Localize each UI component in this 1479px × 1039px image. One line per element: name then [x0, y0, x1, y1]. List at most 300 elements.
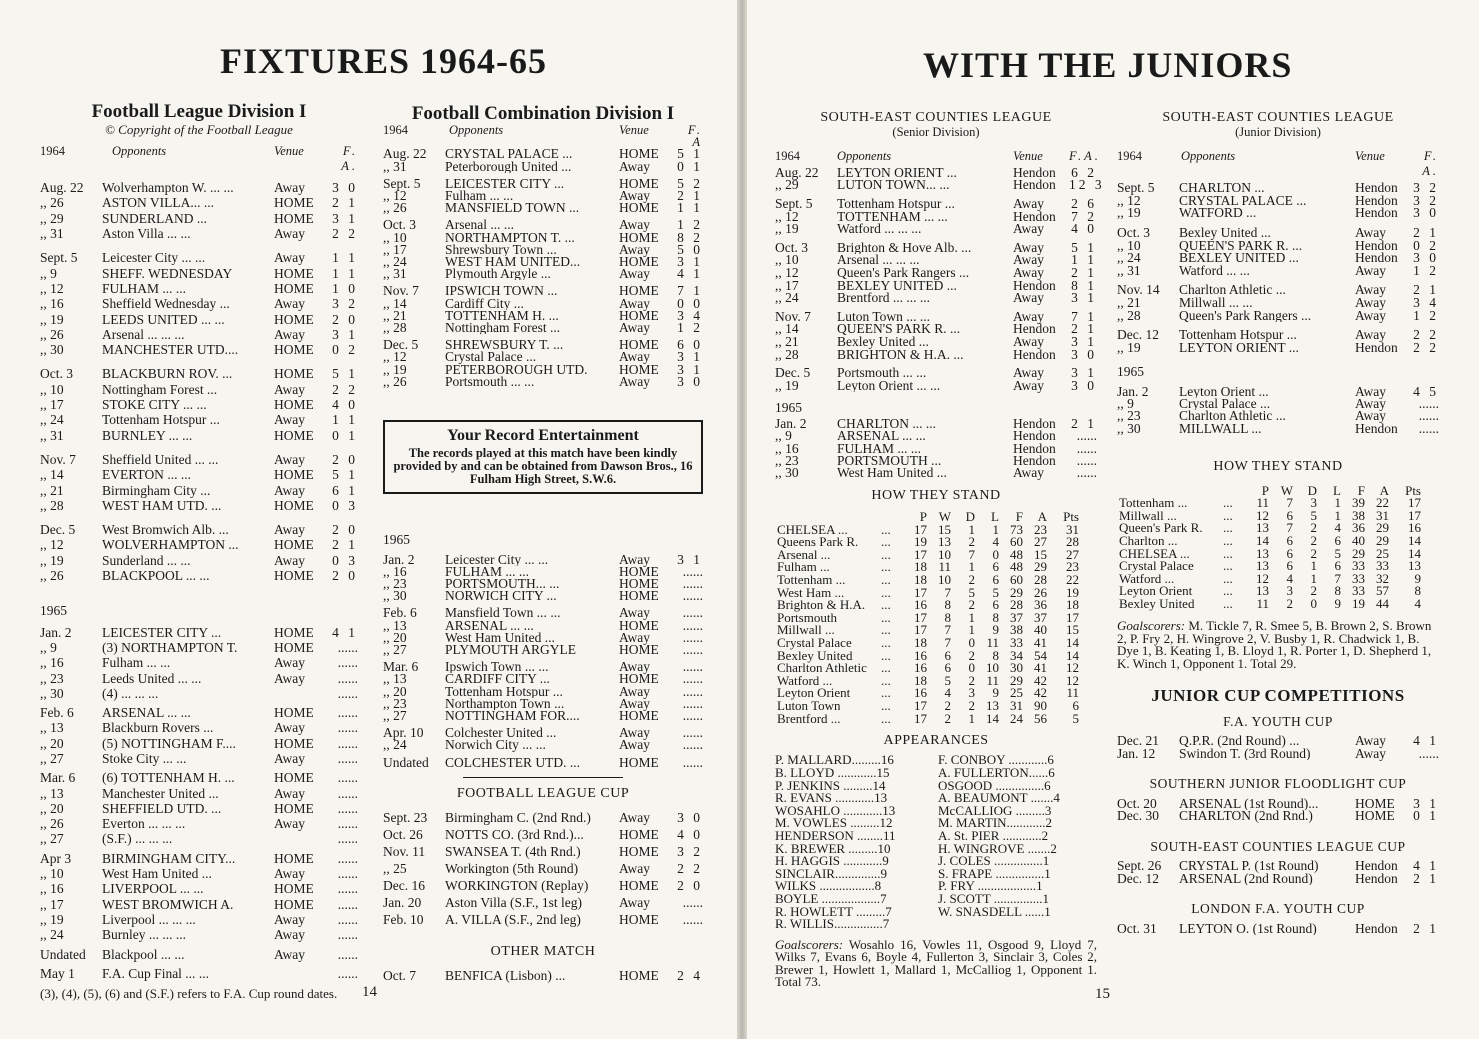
fixture-venue: Away — [1355, 294, 1387, 310]
fixture-opponent: Queen's Park Rangers ... — [1179, 309, 1312, 323]
fixture-venue: Away — [274, 866, 306, 882]
fixture-opponent: Crystal Palace ... — [445, 351, 537, 364]
fixture-opponent: Leyton Orient ... ... — [837, 379, 941, 393]
fixture-opponent: MANCHESTER UTD.... — [102, 342, 239, 358]
standings-table — [1117, 482, 1423, 611]
fixture-score: 1 1 — [1071, 252, 1097, 268]
fixture-venue: Away — [274, 655, 306, 671]
combination-column — [383, 103, 703, 984]
fixture-row — [40, 342, 358, 357]
fixture-month: ,, 16 — [40, 655, 64, 671]
fixture-month: ,, 9 — [40, 265, 57, 281]
fixture-row — [40, 851, 358, 866]
fixture-score: 6 2 — [1071, 164, 1097, 180]
fixture-venue: Hendon — [1355, 920, 1398, 936]
fixture-opponent: Shrewsbury Town ... — [445, 243, 557, 256]
fixture-opponent: Arsenal ... ... ... — [837, 254, 920, 268]
fixture-opponent: NORTHAMPTON T. ... — [445, 231, 575, 244]
fixture-opponent: WEST HAM UTD. ... — [102, 497, 222, 513]
fixture-month: ,, 28 — [775, 346, 799, 362]
fixture-venue: Away — [1355, 383, 1387, 399]
appearance-entry: R. EVANS ............13 — [775, 790, 888, 806]
fixture-month: Aug. 22 — [40, 180, 84, 196]
fixture-opponent: Norwich City ... ... — [445, 739, 546, 752]
fixture-month: ,, 24 — [383, 737, 407, 753]
standings-row: Millwall ... ... 12 6 5 1 38 31 17 — [1119, 507, 1421, 523]
fixture-venue: Hendon — [1013, 208, 1056, 224]
fixture-opponent: ARSENAL (2nd Round) — [1179, 872, 1313, 886]
fixture-venue: Away — [1013, 252, 1045, 268]
fixture-venue: Hendon — [1355, 205, 1398, 221]
standings-row: Charlton ... ... 14 6 2 6 40 29 14 — [1119, 532, 1421, 548]
fixture-opponent: PLYMOUTH ARGYLE — [445, 643, 577, 657]
fixture-opponent: Watford ... ... ... — [837, 223, 922, 236]
fixture-venue: HOME — [619, 563, 659, 579]
fixture-score: ...... — [682, 575, 703, 591]
fixture-opponent: Leeds United ... ... — [102, 670, 202, 686]
fixture-score: 3 1 — [677, 349, 703, 365]
fixture-score: 3 0 — [1071, 346, 1097, 362]
fixture-opponent: ARSENAL ... ... — [837, 430, 926, 443]
fixture-venue: Away — [619, 349, 651, 365]
fixture-venue: Away — [274, 720, 306, 736]
fixture-month: ,, 12 — [775, 265, 799, 281]
league-division-column — [40, 101, 358, 1002]
fixture-month: Oct. 3 — [775, 239, 808, 255]
fixture-score: 3 0 — [1413, 205, 1439, 221]
fixture-venue: HOME — [274, 497, 314, 513]
fixture-month: ,, 27 — [40, 831, 64, 847]
fixture-score: 8 2 — [677, 229, 703, 245]
column-header: 1964 Opponents Venue F. A. — [40, 143, 358, 173]
fixture-opponent: Leicester City ... ... — [445, 553, 549, 566]
fixture-score: 4 0 — [677, 827, 703, 843]
fixture-opponent: Birmingham C. (2nd Rnd.) — [445, 810, 591, 826]
fixture-score: ...... — [682, 754, 703, 770]
fixture-opponent: WEST BROMWICH A. — [102, 896, 234, 912]
fixture-month: ,, 12 — [775, 208, 799, 224]
fixture-month: ,, 29 — [40, 210, 64, 226]
fixture-month: ,, 30 — [383, 588, 407, 604]
fixture-venue: Hendon — [1013, 177, 1056, 193]
fixture-venue: Hendon — [1013, 440, 1056, 456]
right-page — [747, 0, 1479, 1039]
fixture-month: ,, 26 — [40, 326, 64, 342]
fixture-opponent: MANSFIELD TOWN ... — [445, 202, 580, 215]
fixture-month: May 1 — [40, 965, 75, 981]
fixture-venue: Hendon — [1013, 428, 1056, 444]
fixture-venue: HOME — [274, 427, 314, 443]
fixture-opponent: Birmingham City ... — [102, 482, 211, 498]
fixture-opponent: Leicester City ... ... — [102, 250, 206, 266]
fixture-month: ,, 30 — [1117, 420, 1141, 436]
fixture-month: ,, 23 — [383, 695, 407, 711]
fixture-month: Dec. 21 — [1117, 733, 1159, 749]
page-title: WITH THE JUNIORS — [923, 45, 1293, 85]
fixture-row — [1117, 420, 1439, 436]
fixture-month: ,, 26 — [40, 568, 64, 584]
fixture-venue: HOME — [274, 770, 314, 786]
fixture-venue: Away — [274, 326, 306, 342]
appearance-entry: WOSAHLO ............13 — [775, 802, 896, 818]
fixture-opponent: NOTTS CO. (3rd Rnd.)... — [445, 827, 584, 843]
fixture-month: ,, 17 — [40, 397, 64, 413]
fixture-opponent: LUTON TOWN... ... — [837, 179, 950, 193]
fixture-opponent: STOKE CITY ... ... — [102, 397, 207, 413]
fixture-venue: Away — [274, 927, 306, 943]
fixture-month: ,, 26 — [40, 195, 64, 211]
fixture-score: ...... — [1076, 440, 1097, 456]
footnote: (3), (4), (5), (6) and (S.F.) refers to F.A. Cup round dates. — [40, 986, 338, 1002]
standings-row: Arsenal ... ... 17 10 7 0 48 15 27 — [777, 546, 1079, 562]
fixture-row — [383, 826, 703, 843]
standings-row: Luton Town ... 17 2 2 13 31 90 6 — [777, 697, 1079, 713]
fixture-month: ,, 19 — [1117, 339, 1141, 355]
fixture-score: ...... — [1418, 396, 1439, 412]
year-label: 1965 — [40, 603, 67, 619]
fixture-month: ,, 24 — [775, 290, 799, 306]
fixture-month: ,, 14 — [775, 321, 799, 337]
fixture-score: 3 0 — [1413, 250, 1439, 266]
fixture-opponent: CRYSTAL PALACE ... — [445, 148, 573, 161]
fixture-row — [383, 673, 703, 685]
fixture-venue: Away — [274, 226, 306, 242]
fixture-score: 12 3 — [1069, 177, 1105, 193]
fixture-opponent: Charlton Athletic ... — [1179, 284, 1286, 297]
fixture-row — [383, 739, 703, 751]
fixture-month: ,, 27 — [383, 641, 407, 657]
fixture-venue — [274, 966, 330, 981]
fixture-venue: Away — [1355, 307, 1387, 323]
fixture-score: ...... — [682, 725, 703, 741]
fixture-row — [40, 640, 358, 655]
fixture-month: Oct. 31 — [1117, 920, 1157, 936]
fixture-opponent: FULHAM ... ... — [445, 565, 530, 578]
fixture-month: Oct. 3 — [40, 366, 73, 382]
appearance-entry: A. FULLERTON......6 — [938, 765, 1055, 780]
fixture-score: 6 0 — [677, 337, 703, 353]
standings-header: P W D L F A Pts — [1261, 482, 1421, 498]
fixture-score: ...... — [682, 659, 703, 675]
fixture-score: 3 2 — [677, 844, 703, 860]
fixture-row — [383, 229, 703, 245]
fixture-opponent: BLACKBURN ROV. ... — [102, 366, 233, 382]
fixture-opponent: F.A. Cup Final ... ... — [102, 965, 209, 981]
fixture-score: 0 1 — [677, 158, 703, 174]
fixture-month: ,, 21 — [383, 307, 407, 323]
fixture-row — [775, 323, 1097, 336]
fixture-month: Nov. 14 — [1117, 282, 1160, 298]
fixture-month: ,, 19 — [383, 361, 407, 377]
fixture-score: 3 1 — [677, 361, 703, 377]
fixture-month: ,, 21 — [1117, 294, 1141, 310]
fixture-score: 4 1 — [677, 266, 703, 282]
fixture-month: Nov. 11 — [383, 844, 426, 860]
fixture-score: ...... — [682, 641, 703, 657]
standings-row: Tottenham ... ... 11 7 3 1 39 22 17 — [1119, 495, 1421, 511]
fixture-venue: Away — [619, 373, 651, 389]
fixture-venue: Away — [619, 629, 651, 645]
book-gutter — [737, 0, 747, 1039]
fixture-venue: Away — [619, 605, 651, 621]
fixture-month: Feb. 10 — [383, 912, 424, 928]
column-header: 1964 Opponents Venue F. A — [383, 123, 703, 150]
fixture-score: 2 2 — [1413, 327, 1439, 343]
fixture-opponent: Aston Villa ... ... — [102, 226, 191, 242]
fixture-row — [1117, 339, 1439, 355]
fixture-venue: Away — [619, 241, 651, 257]
fixture-row — [40, 831, 358, 846]
fixture-month: ,, 13 — [383, 671, 407, 687]
fixture-venue: Away — [274, 522, 306, 538]
fixture-score: 2 1 — [1071, 265, 1097, 281]
fixture-opponent: Mansfield Town ... ... — [445, 607, 561, 620]
fixture-opponent: Tottenham Hotspur ... — [837, 198, 955, 211]
goalscorers-note: Goalscorers: M. Tickle 7, R. Smee 5, B. Brown 2, S. Brown 2, P. Fry 2, H. Wingrove 2, V. Busby 1, R. Chadwick 1, B. Dye 1, B. Keating 1, B. Lloyd 1, R. Porter 1, D. Shepherd 1, K. Winch 1, Opponent 1. Total 29. — [1117, 618, 1432, 671]
league-cup-title: FOOTBALL LEAGUE CUP — [456, 785, 630, 801]
fixture-score: 3 2 — [1413, 180, 1439, 196]
fixture-opponent: West Ham United ... — [837, 467, 947, 480]
fixture-venue: HOME — [274, 896, 314, 912]
fixture-row — [40, 801, 358, 816]
fixture-venue: Away — [619, 810, 651, 826]
fixture-venue: Away — [274, 750, 306, 766]
fixture-month: ,, 26 — [383, 200, 407, 216]
section-subheading: (Junior Division) — [1235, 125, 1321, 140]
appearance-entry: BOYLE ..................7 — [775, 890, 887, 906]
fixture-venue: HOME — [619, 671, 659, 687]
fixture-month: ,, 31 — [1117, 262, 1141, 278]
fixture-row — [383, 911, 703, 928]
fixture-venue: HOME — [619, 844, 659, 860]
fixture-venue — [274, 686, 330, 701]
standings-row: Watford ... ... 18 5 2 11 29 42 12 — [777, 672, 1079, 688]
fixture-score: 5 2 — [677, 175, 703, 191]
fixture-month: ,, 13 — [40, 785, 64, 801]
appearance-entry: WILKS .................8 — [775, 878, 882, 894]
fixture-venue: Away — [619, 266, 651, 282]
fixture-venue: HOME — [274, 800, 314, 816]
fixture-score: 2 2 — [332, 226, 358, 242]
appearance-entry: HENDERSON ........11 — [775, 827, 896, 843]
fixture-venue: Away — [1355, 396, 1387, 412]
fixture-month: Dec. 5 — [775, 365, 811, 381]
fixture-opponent: LEEDS UNITED ... ... — [102, 311, 225, 327]
fixture-list — [1117, 383, 1439, 436]
fixture-venue: HOME — [274, 639, 314, 655]
fixture-score: ...... — [1418, 408, 1439, 424]
fixture-venue: Away — [619, 737, 651, 753]
fixture-month: ,, 17 — [775, 277, 799, 293]
fixture-row — [40, 428, 358, 443]
standings-row: Millwall ... ... 17 7 1 9 38 40 15 — [777, 622, 1079, 638]
appearance-entry: McCALLIOG .........3 — [938, 802, 1052, 818]
fixture-score: 3 2 — [1413, 192, 1439, 208]
fixture-row — [40, 705, 358, 720]
fixture-score: 2 1 — [1071, 321, 1097, 337]
fixture-score: ...... — [337, 670, 358, 686]
fixture-venue: HOME — [619, 337, 659, 353]
fixture-score: 7 1 — [1071, 308, 1097, 324]
fixture-venue: Away — [274, 785, 306, 801]
fixture-opponent: FULHAM ... ... — [837, 442, 922, 455]
fixture-row — [40, 211, 358, 226]
standings-row: Crystal Palace ... 18 7 0 11 33 41 14 — [777, 634, 1079, 650]
fixture-score: 2 0 — [332, 311, 358, 327]
fixture-score: 0 1 — [1413, 808, 1439, 824]
fixture-opponent: Charlton Athletic ... — [1179, 410, 1286, 423]
fixture-month: Nov. 7 — [383, 283, 419, 299]
fixture-venue: HOME — [619, 307, 659, 323]
standings-row: Bexley United ... 16 6 2 8 34 54 14 — [777, 647, 1079, 663]
fixture-venue: HOME — [619, 146, 659, 162]
fixture-month: Jan. 2 — [383, 551, 415, 567]
fixture-opponent: CRYSTAL PALACE ... — [1179, 194, 1307, 208]
fixture-score: 1 2 — [677, 217, 703, 233]
fixture-list — [1117, 182, 1439, 354]
fixture-opponent: SUNDERLAND ... — [102, 210, 208, 226]
fixture-venue: Hendon — [1013, 415, 1056, 431]
fixture-score: ...... — [1076, 452, 1097, 468]
fixture-score: 1 1 — [332, 265, 358, 281]
fixture-month: ,, 13 — [383, 617, 407, 633]
fixture-venue: HOME — [274, 850, 314, 866]
fixture-opponent: Fulham ... ... — [445, 189, 514, 203]
fixture-score: 7 1 — [677, 283, 703, 299]
fixture-venue: Away — [274, 911, 306, 927]
fixture-opponent: Everton ... ... ... — [102, 816, 186, 832]
fixture-month: ,, 20 — [383, 683, 407, 699]
fixture-venue: HOME — [274, 366, 314, 382]
fixture-score: 3 1 — [1071, 290, 1097, 306]
fixture-row — [383, 683, 703, 699]
fixture-row — [383, 148, 703, 160]
fixture-score: 2 1 — [1413, 282, 1439, 298]
fixture-opponent: Brentford ... ... ... — [837, 292, 930, 305]
fixture-opponent: Ipswich Town ... ... — [445, 661, 549, 674]
fixture-venue: Away — [1013, 334, 1045, 350]
fixture-month: Dec. 12 — [1117, 870, 1159, 886]
fixture-row — [40, 625, 358, 640]
fixture-row — [383, 641, 703, 657]
fixture-row — [383, 307, 703, 323]
fixture-venue: HOME — [619, 754, 659, 770]
fixture-month: ,, 20 — [40, 800, 64, 816]
appearance-entry: J. SCOTT ...............1 — [938, 890, 1049, 906]
fixture-venue: HOME — [619, 588, 659, 604]
fixture-score: ...... — [682, 671, 703, 687]
fixture-row — [1117, 262, 1439, 278]
fixture-venue: HOME — [619, 968, 659, 984]
fixture-opponent: (S.F.) ... ... ... — [102, 831, 173, 847]
fixture-month: Sept. 26 — [1117, 858, 1162, 874]
fixture-list — [383, 148, 703, 388]
fixture-row — [1117, 870, 1439, 886]
fixture-row — [775, 292, 1097, 305]
fixture-venue: HOME — [274, 397, 314, 413]
fixture-row — [383, 202, 703, 214]
fixture-row — [383, 967, 703, 984]
fixture-month: ,, 24 — [1117, 250, 1141, 266]
fixture-score: 2 4 — [677, 968, 703, 984]
fixture-venue: HOME — [619, 878, 659, 894]
fixture-row — [1117, 810, 1439, 823]
fixture-row — [383, 361, 703, 377]
fixture-opponent: LIVERPOOL ... ... — [102, 881, 204, 897]
fixture-month: Apr. 10 — [383, 725, 424, 741]
fixture-row — [40, 897, 358, 912]
fixture-score: ...... — [1076, 465, 1097, 481]
fixture-month: ,, 19 — [40, 552, 64, 568]
fixture-opponent: (3) NORTHAMPTON T. — [102, 639, 238, 655]
fixture-score: ...... — [337, 831, 358, 847]
appearance-entry: W. SNASDELL ......1 — [938, 903, 1051, 919]
fixture-opponent: ARSENAL ... ... — [102, 705, 191, 721]
fixture-venue: Away — [1013, 465, 1045, 481]
standings-row: West Ham ... ... 17 7 5 5 29 26 19 — [777, 584, 1079, 600]
fixture-venue: HOME — [619, 229, 659, 245]
fixture-row — [1117, 745, 1439, 761]
fixture-score: ...... — [337, 800, 358, 816]
fixture-month: Dec. 5 — [383, 337, 419, 353]
fixture-score: 3 4 — [1413, 294, 1439, 310]
fixture-venue: HOME — [619, 707, 659, 723]
fixture-venue: HOME — [1355, 795, 1395, 811]
fixture-row — [1117, 735, 1439, 748]
fixture-opponent: Plymouth Argyle ... — [445, 268, 551, 281]
fixture-opponent: Colchester United ... — [445, 727, 557, 740]
fixture-score: 3 0 — [677, 373, 703, 389]
fixture-opponent: Fulham ... ... — [102, 655, 171, 671]
standings-row: Bexley United ... 11 2 0 9 19 44 4 — [1119, 595, 1421, 611]
appearance-entry: P. FRY ..................1 — [938, 878, 1043, 894]
fixture-opponent: West Ham United ... — [102, 866, 212, 882]
fixture-list — [383, 809, 703, 928]
fixture-score: ...... — [337, 685, 358, 701]
fixture-score: 3 1 — [677, 551, 703, 567]
appearances-list — [775, 754, 1097, 930]
fixture-score: 2 2 — [332, 381, 358, 397]
goalscorers-note: Goalscorers: Wosahlo 16, Vowles 11, Osgood 9, Lloyd 7, Wilks 7, Evans 6, Boyle 4, Fullerton 3, Sinclair 3, Coles 2, Brewer 1, Howlett 1, Mallard 1, McCalliog 1, Opponent 1. Total 73. — [775, 936, 1097, 990]
fixture-score: ...... — [682, 605, 703, 621]
appearance-entry: M. MARTIN............2 — [938, 815, 1053, 831]
fixture-month: Sept. 5 — [383, 175, 421, 191]
fixture-month: ,, 9 — [40, 639, 57, 655]
fixture-row — [383, 319, 703, 335]
section-heading: SOUTH-EAST COUNTIES LEAGUE — [1162, 110, 1394, 125]
fixture-score: 2 0 — [677, 878, 703, 894]
fixture-opponent: EVERTON ... ... — [102, 467, 191, 483]
fixture-month: Sept. 23 — [383, 810, 428, 826]
fixture-month: ,, 23 — [775, 452, 799, 468]
page-number: 15 — [1095, 986, 1110, 1002]
fixture-month: ,, 14 — [40, 467, 64, 483]
standings-header: P W D L F A Pts — [919, 509, 1079, 525]
fixture-score: 1 0 — [332, 280, 358, 296]
fixture-month: ,, 19 — [775, 221, 799, 237]
fixture-opponent: Portsmouth ... ... — [837, 367, 927, 380]
fixture-month: ,, 28 — [383, 319, 407, 335]
fixture-opponent: Tottenham Hotspur ... — [1179, 329, 1297, 342]
fixture-score: ...... — [1076, 428, 1097, 444]
fixture-venue: HOME — [274, 265, 314, 281]
fixture-row — [1117, 398, 1439, 410]
fixture-score: 3 2 — [332, 296, 358, 312]
fixture-venue: HOME — [274, 195, 314, 211]
fixture-opponent: TOTTENHAM ... ... — [837, 210, 948, 224]
fixture-score: 4 0 — [1071, 221, 1097, 237]
cup-title: LONDON F.A. YOUTH CUP — [1191, 901, 1365, 917]
